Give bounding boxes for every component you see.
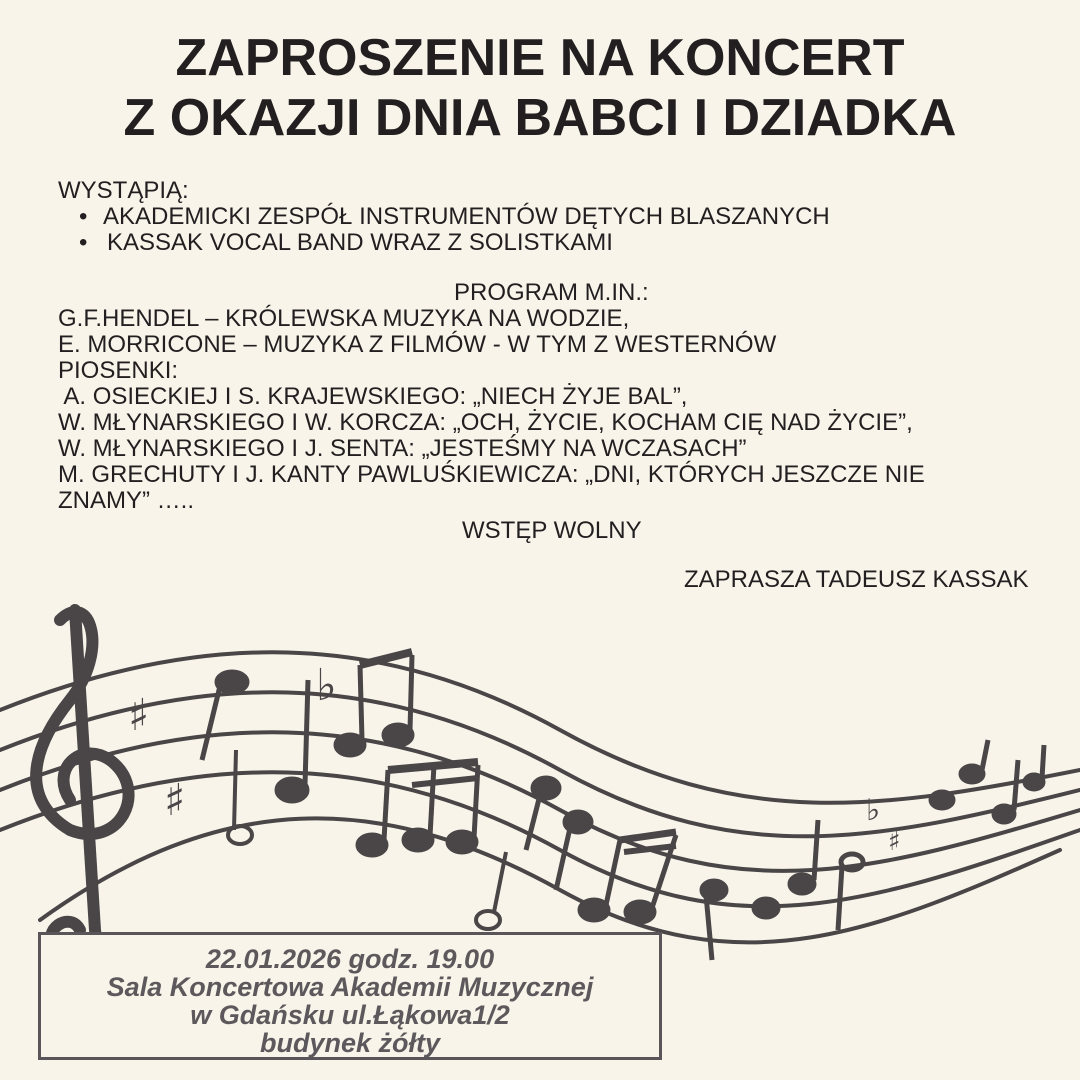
event-date-time: 22.01.2026 godz. 19.00: [205, 944, 495, 974]
performer-item: • KASSAK VOCAL BAND WRAZ Z SOLISTKAMI: [103, 230, 1048, 256]
svg-text:♯: ♯: [888, 827, 901, 857]
free-entry-label: WSTĘP WOLNY: [462, 517, 642, 544]
program-line: G.F.HENDEL – KRÓLEWSKA MUZYKA NA WODZIE,: [58, 305, 630, 332]
program-line: W. MŁYNARSKIEGO I J. SENTA: „JESTEŚMY NA WCZASACH”: [58, 435, 747, 462]
svg-text:♭: ♭: [866, 793, 881, 828]
performers-list: [58, 204, 1048, 256]
event-venue: Sala Koncertowa Akademii Muzycznej: [106, 972, 594, 1002]
svg-text:♯: ♯: [128, 690, 150, 741]
svg-text:♭: ♭: [316, 660, 337, 711]
program-line: PIOSENKI:: [58, 357, 179, 384]
organizer-signature: ZAPRASZA TADEUSZ KASSAK: [684, 566, 1029, 593]
event-building: budynek żółty: [259, 1028, 441, 1058]
page-title: [0, 28, 1080, 148]
program-line: A. OSIECKIEJ I S. KRAJEWSKIEGO: „NIECH ŻYJE BAL”,: [58, 383, 688, 410]
invitation-body: [58, 178, 1048, 544]
program-line: W. MŁYNARSKIEGO I W. KORCZA: „OCH, ŻYCIE, KOCHAM CIĘ NAD ŻYCIE”,: [58, 409, 913, 436]
title-line-1: ZAPROSZENIE NA KONCERT: [175, 29, 905, 87]
title-line-2: Z OKAZJI DNIA BABCI I DZIADKA: [123, 89, 957, 147]
performers-heading: WYSTĄPIĄ:: [58, 177, 189, 204]
event-info-box: [38, 932, 662, 1060]
program-line: E. MORRICONE – MUZYKA Z FILMÓW - W TYM Z WESTERNÓW: [58, 331, 777, 358]
treble-clef-music-staff-icon: [0, 590, 1080, 970]
program-heading: PROGRAM M.IN.:: [454, 279, 649, 306]
svg-text:♯: ♯: [164, 775, 186, 826]
performer-item: • AKADEMICKI ZESPÓŁ INSTRUMENTÓW DĘTYCH BLASZANYCH: [103, 204, 1048, 230]
program-line: M. GRECHUTY I J. KANTY PAWLUŚKIEWICZA: „DNI, KTÓRYCH JESZCZE NIE ZNAMY” …..: [58, 461, 925, 514]
event-address: w Gdańsku ul.Łąkowa1/2: [190, 1000, 510, 1030]
